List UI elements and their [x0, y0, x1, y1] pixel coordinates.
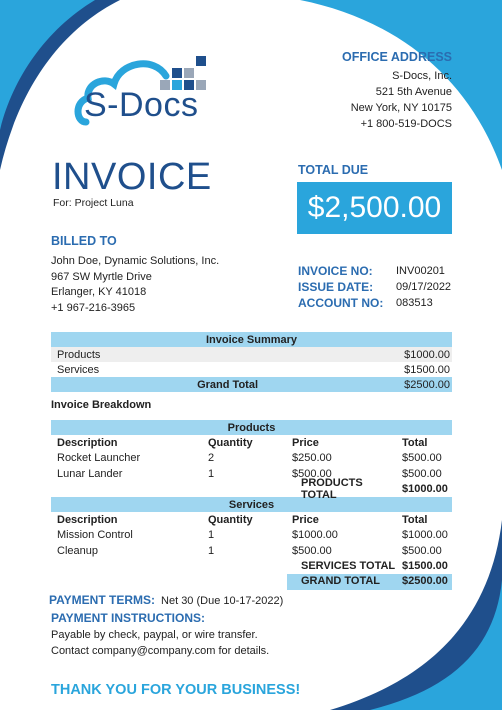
office-address-label: OFFICE ADDRESS: [342, 50, 452, 64]
office-address: [351, 68, 452, 132]
cell-total: $500.00: [402, 452, 442, 465]
summary-header: Invoice Summary: [51, 332, 452, 347]
cell-total: $500.00: [402, 467, 442, 480]
column-price: Price: [292, 436, 319, 449]
invoice-breakdown-table: [51, 420, 452, 590]
billed-line: Erlanger, KY 41018: [51, 286, 147, 298]
office-line: New York, NY 10175: [350, 102, 452, 114]
project-line: For: Project Luna: [53, 197, 134, 209]
total-due-amount: $2,500.00: [297, 182, 452, 234]
services-header: Services: [51, 497, 452, 512]
table-row: [51, 451, 452, 467]
cell-price: $250.00: [292, 452, 332, 465]
total-due-label: TOTAL DUE: [298, 163, 369, 177]
breakdown-grand-total-label: GRAND TOTAL: [287, 574, 397, 590]
cell-price: $1000.00: [292, 529, 338, 542]
table-row: [51, 528, 452, 544]
payment-instructions: [51, 628, 269, 659]
meta-value: INV00201: [396, 265, 445, 277]
grand-total-amount: $2500.00: [404, 378, 450, 391]
cell-description: Mission Control: [57, 529, 133, 542]
billed-to-label: BILLED TO: [51, 234, 117, 248]
meta-row-account-no: [298, 295, 451, 311]
cell-quantity: 1: [208, 467, 215, 480]
services-column-headers: [51, 512, 452, 528]
cell-quantity: 2: [208, 452, 215, 465]
products-column-headers: [51, 435, 452, 451]
office-line: S-Docs, Inc.: [392, 70, 452, 82]
products-total-label: PRODUCTS TOTAL: [301, 477, 363, 502]
meta-key: INVOICE NO:: [298, 264, 373, 278]
cell-description: Lunar Lander: [57, 467, 123, 480]
cell-total: $500.00: [402, 544, 442, 557]
payment-instruction-line: Contact company@company.com for details.: [51, 644, 270, 657]
services-total-row: [51, 559, 452, 575]
breakdown-grand-total-amount: $2500.00: [397, 574, 452, 590]
invoice-breakdown-label: Invoice Breakdown: [51, 399, 152, 411]
billed-line: +1 967-216-3965: [51, 301, 136, 314]
invoice-meta: [298, 263, 451, 311]
services-total-label: SERVICES TOTAL: [301, 560, 396, 573]
cell-description: Cleanup: [57, 544, 98, 557]
table-row: [51, 543, 452, 559]
payment-instructions-label: PAYMENT INSTRUCTIONS:: [51, 611, 206, 625]
summary-amount: $1000.00: [404, 348, 450, 361]
invoice-title: INVOICE: [52, 156, 212, 198]
meta-value: 09/17/2022: [396, 281, 452, 293]
payment-terms-label: PAYMENT TERMS:: [49, 593, 156, 607]
payment-instruction-line: Payable by check, paypal, or wire transfer.: [51, 629, 258, 641]
column-price: Price: [292, 513, 319, 526]
column-description: Description: [57, 513, 118, 526]
column-quantity: Quantity: [208, 513, 253, 526]
cell-quantity: 1: [208, 529, 215, 542]
summary-amount: $1500.00: [404, 363, 450, 376]
grand-total-label: Grand Total: [197, 378, 259, 391]
billed-to-address: [51, 254, 219, 316]
thank-you-message: THANK YOU FOR YOUR BUSINESS!: [51, 682, 301, 698]
products-header: Products: [51, 420, 452, 435]
cell-price: $500.00: [292, 544, 332, 557]
summary-label: Services: [57, 363, 100, 376]
meta-row-invoice-no: [298, 263, 451, 279]
meta-value: 083513: [396, 297, 433, 309]
invoice-summary-table: [51, 332, 452, 392]
cell-quantity: 1: [208, 544, 215, 557]
office-line: 521 5th Avenue: [375, 86, 452, 98]
summary-grand-total-row: [51, 377, 452, 392]
payment-terms-value: Net 30 (Due 10-17-2022): [161, 595, 284, 607]
summary-row-products: [51, 347, 452, 362]
products-total-row: [51, 477, 452, 502]
products-total-amount: $1000.00: [402, 483, 448, 496]
office-line: +1 800-519-DOCS: [360, 118, 452, 130]
column-quantity: Quantity: [208, 436, 253, 449]
payment-terms: [49, 593, 283, 607]
services-total-amount: $1500.00: [402, 560, 448, 573]
meta-row-issue-date: [298, 279, 451, 295]
billed-line: 967 SW Myrtle Drive: [51, 270, 152, 283]
meta-key: ISSUE DATE:: [298, 280, 374, 294]
logo-text: S-Docs: [84, 86, 199, 124]
meta-key: ACCOUNT NO:: [298, 296, 384, 310]
cell-description: Rocket Launcher: [57, 452, 141, 465]
summary-row-services: [51, 362, 452, 377]
cell-price: $500.00: [292, 467, 332, 480]
breakdown-grand-total-row: [51, 574, 452, 590]
summary-label: Products: [57, 348, 101, 361]
cell-total: $1000.00: [402, 529, 448, 542]
column-description: Description: [57, 436, 118, 449]
billed-line: John Doe, Dynamic Solutions, Inc.: [51, 255, 220, 267]
column-total: Total: [402, 513, 428, 526]
column-total: Total: [402, 436, 428, 449]
